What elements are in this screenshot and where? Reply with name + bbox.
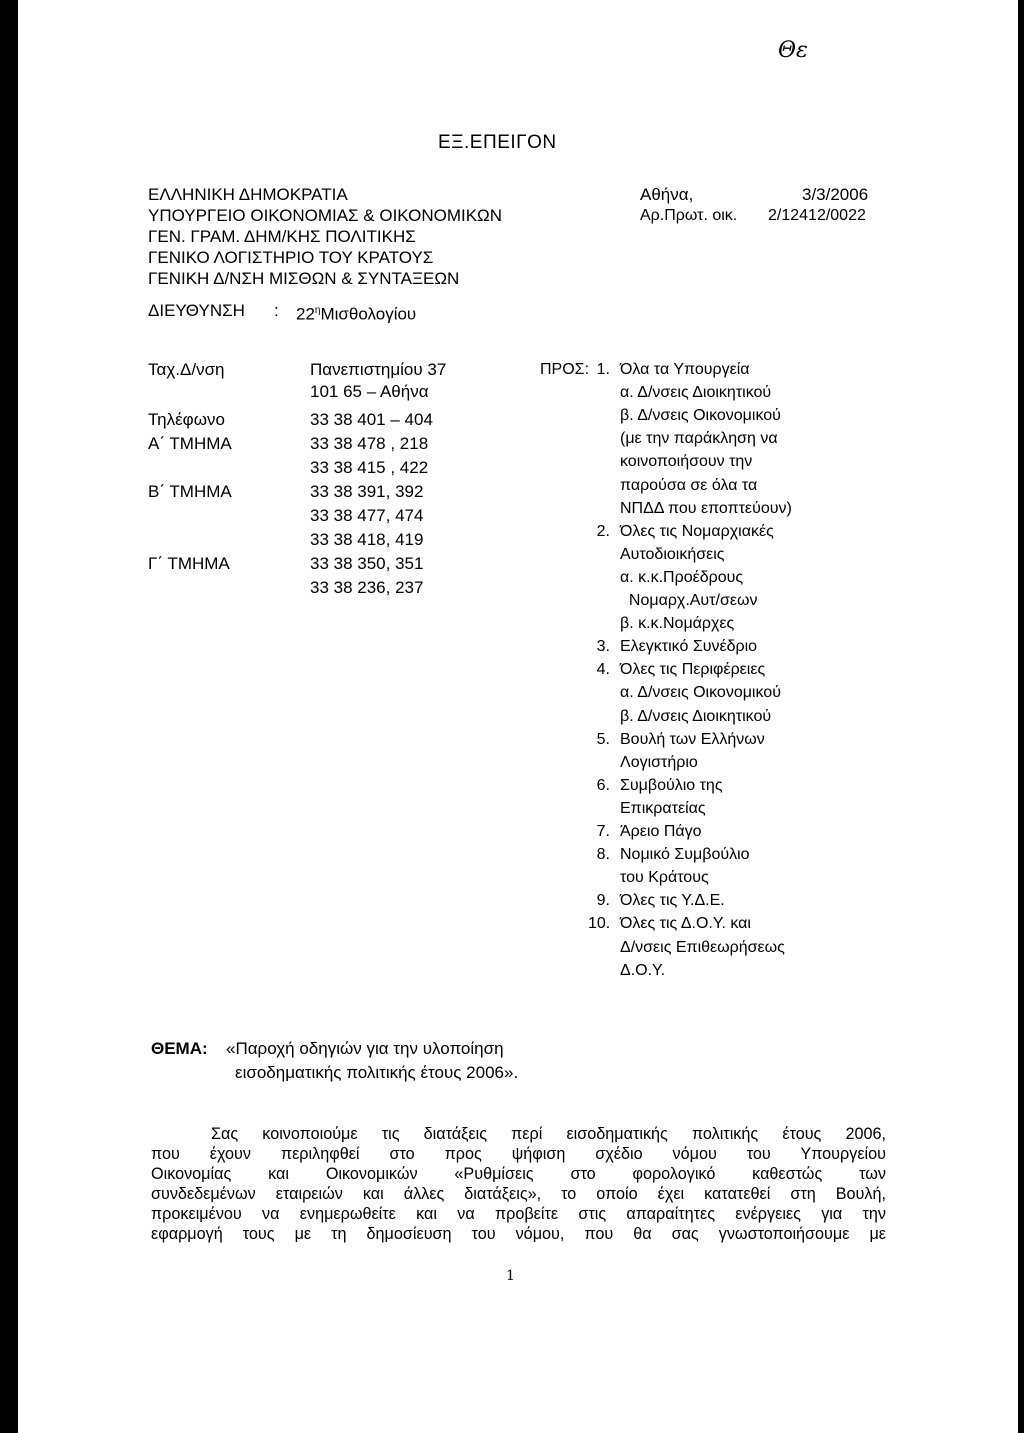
- recipient-number: 3.: [596, 638, 610, 656]
- dept-phone: 33 38 350, 351: [310, 554, 424, 573]
- recipient-text: α. Δ/νσεις Οικονομικού: [620, 684, 781, 702]
- recipient-number: 7.: [596, 823, 610, 840]
- recipient-text: Όλα τα Υπουργεία: [620, 361, 750, 378]
- dept-label: Β΄ ΤΜΗΜΑ: [148, 482, 232, 501]
- recipient-number: 6.: [596, 776, 610, 794]
- issuer-line: ΓΕΝΙΚΗ Δ/ΝΣΗ ΜΙΣΘΩΝ & ΣΥΝΤΑΞΕΩΝ: [148, 269, 460, 288]
- body-line: συνδεδεμένων εταιρειών και άλλες διατάξεις», το οποίο έχει κατατεθεί στη Βουλή,: [151, 1185, 886, 1203]
- dept-phone: 33 38 415 , 422: [310, 458, 429, 477]
- issuer-line: ΓΕΝΙΚΟ ΛΟΓΙΣΤΗΡΙΟ ΤΟΥ ΚΡΑΤΟΥΣ: [148, 248, 434, 267]
- body-line: προκειμένου να ενημερωθείτε και να προβείτε στις απαραίτητες ενέργειες για την: [151, 1205, 886, 1223]
- direction-sep: :: [274, 301, 279, 320]
- body-paragraph: [151, 1124, 886, 1244]
- recipient-text: Νομαρχ.Αυτ/σεων: [620, 592, 758, 609]
- dept-label: Γ΄ ΤΜΗΜΑ: [148, 554, 230, 573]
- recipient-text: Δ.Ο.Υ.: [620, 961, 666, 979]
- recipient-text: β. Δ/νσεις Διοικητικού: [620, 707, 772, 725]
- urgency-label: ΕΞ.ΕΠΕΙΓΟΝ: [438, 132, 557, 153]
- recipient-text: Επικρατείας: [620, 799, 706, 817]
- dept-phone: 33 38 391, 392: [310, 482, 424, 501]
- dept-phone: 33 38 236, 237: [310, 578, 424, 597]
- recipient-text: Νομικό Συμβούλιο: [620, 846, 750, 864]
- issuer-line: ΓΕΝ. ΓΡΑΜ. ΔΗΜ/ΚΗΣ ΠΟΛΙΤΙΚΗΣ: [148, 227, 416, 246]
- recipient-text: Όλες τις Περιφέρειες: [620, 661, 766, 679]
- recipient-text: κοινοποιήσουν την: [620, 453, 753, 471]
- dept-phone: 33 38 477, 474: [310, 506, 424, 525]
- protocol-number: 2/12412/0022: [768, 207, 866, 224]
- handwritten-mark: Θε: [778, 38, 808, 63]
- address-line: Πανεπιστημίου 37: [310, 360, 447, 379]
- recipient-text: β. Δ/νσεις Οικονομικού: [620, 407, 781, 425]
- recipient-number: 9.: [596, 892, 610, 910]
- dept-label: Α΄ ΤΜΗΜΑ: [148, 434, 232, 453]
- to-label: ΠΡΟΣ:: [540, 361, 590, 378]
- recipient-text: Άρειο Πάγο: [620, 823, 702, 840]
- subject-line: «Παροχή οδηγιών για την υλοποίηση: [226, 1039, 504, 1058]
- body-line: Σας κοινοποιούμε τις διατάξεις περί εισοδηματικής πολιτικής έτους 2006,: [211, 1125, 886, 1143]
- recipient-text: Συμβούλιο της: [620, 776, 723, 794]
- protocol-label: Αρ.Πρωτ. οικ.: [640, 207, 738, 224]
- issuer-line: ΕΛΛΗΝΙΚΗ ΔΗΜΟΚΡΑΤΙΑ: [148, 185, 348, 204]
- body-line: Οικονομίας και Οικονομικών «Ρυθμίσεις στο φορολογικό καθεστώς των: [151, 1165, 886, 1183]
- recipient-number: 10.: [588, 915, 611, 933]
- recipient-text: του Κράτους: [620, 869, 709, 887]
- recipient-text: (με την παράκληση να: [620, 430, 778, 448]
- dept-phone: 33 38 478 , 218: [310, 434, 429, 453]
- recipient-text: Όλες τις Δ.Ο.Υ. και: [620, 915, 751, 933]
- recipient-number: 1.: [596, 361, 610, 378]
- subject-line: εισοδηματικής πολιτικής έτους 2006».: [235, 1063, 519, 1082]
- recipient-text: Όλες τις Υ.Δ.Ε.: [620, 892, 725, 910]
- page-number: 1: [506, 1268, 515, 1284]
- recipient-text: β. κ.κ.Νομάρχες: [620, 615, 735, 633]
- body-line: που έχουν περιληφθεί στο προς ψήφιση σχέδιο νόμου του Υπουργείου: [151, 1145, 886, 1163]
- dept-phone: 33 38 418, 419: [310, 530, 424, 549]
- recipient-number: 5.: [596, 730, 610, 748]
- recipient-text: παρούσα σε όλα τα: [620, 476, 758, 494]
- recipient-text: Αυτοδιοικήσεις: [620, 545, 725, 563]
- address-line: 101 65 – Αθήνα: [310, 382, 429, 401]
- phone-label: Τηλέφωνο: [148, 410, 225, 429]
- recipient-text: Όλες τις Νομαρχιακές: [620, 522, 774, 540]
- body-line: εφαρμογή τους με τη δημοσίευση του νόμου, που θα σας γνωστοποιήσουμε με: [151, 1225, 886, 1243]
- date: 3/3/2006: [802, 185, 869, 204]
- direction-label: ΔΙΕΥΘΥΝΣΗ: [148, 301, 245, 320]
- recipient-text: Δ/νσεις Επιθεωρήσεως: [620, 938, 785, 956]
- subject-label: ΘΕΜΑ:: [151, 1039, 208, 1058]
- issuer-line: ΥΠΟΥΡΓΕΙΟ ΟΙΚΟΝΟΜΙΑΣ & ΟΙΚΟΝΟΜΙΚΩΝ: [148, 206, 503, 225]
- place: Αθήνα,: [640, 185, 694, 204]
- recipient-number: 8.: [596, 846, 610, 864]
- address-label: Ταχ.Δ/νση: [148, 360, 225, 379]
- recipient-number: 4.: [596, 661, 610, 679]
- direction-value: $22^\eta M\iota\sigma\theta o\lambda o\gamma ίo\upsilon$: [296, 304, 417, 324]
- recipient-text: Ελεγκτικό Συνέδριο: [620, 638, 758, 656]
- recipient-text: Βουλή των Ελλήνων: [620, 730, 765, 748]
- recipient-text: Λογιστήριο: [620, 753, 698, 771]
- phone-value: 33 38 401 – 404: [310, 410, 433, 429]
- recipient-number: 2.: [596, 522, 610, 540]
- recipient-text: α. κ.κ.Προέδρους: [620, 568, 744, 586]
- recipient-text: α. Δ/νσεις Διοικητικού: [620, 384, 772, 402]
- document-page: [18, 0, 1018, 1433]
- recipient-text: ΝΠΔΔ που εποπτεύουν): [620, 499, 792, 517]
